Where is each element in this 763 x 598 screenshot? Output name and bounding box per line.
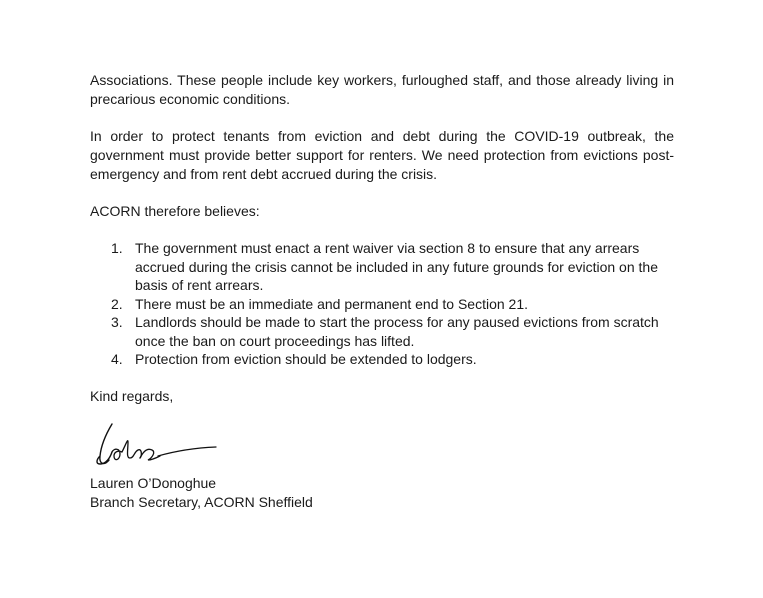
list-text: The government must enact a rent waiver via section 8 to ensure that any arrears accrued during the crisis cannot be included in any future grounds for eviction on the basis of rent arrears.: [135, 240, 658, 293]
paragraph-spacer: [90, 221, 674, 239]
list-text: There must be an immediate and permanent end to Section 21.: [135, 295, 529, 312]
paragraph-associations: Associations. These people include key workers, furloughed staff, and those already living in precarious economic conditions.: [90, 72, 674, 107]
paragraph-spacer: [90, 109, 674, 127]
handwritten-signature: [92, 420, 232, 470]
list-number: 1.: [111, 240, 123, 256]
letter-body: [90, 71, 674, 512]
signer-title: Branch Secretary, ACORN Sheffield: [90, 493, 313, 510]
list-item: [90, 295, 674, 314]
paragraph-protect-tenants: In order to protect tenants from eviction and debt during the COVID-19 outbreak, the government must provide better support for renters. We need protection from evictions post-emergency and from rent debt accrued during the crisis.: [90, 128, 674, 182]
paragraph-believes: ACORN therefore believes:: [90, 203, 260, 219]
demands-list: [90, 239, 674, 369]
list-item: [90, 313, 674, 350]
list-text: Protection from eviction should be extended to lodgers.: [135, 351, 477, 367]
list-number: 3.: [111, 314, 123, 330]
list-number: 4.: [111, 351, 123, 367]
signer-name: Lauren O’Donoghue: [90, 474, 217, 491]
paragraph-spacer: [90, 369, 674, 387]
list-number: 2.: [111, 295, 123, 312]
signature-image: [92, 420, 232, 470]
list-item: [90, 350, 674, 369]
list-text: Landlords should be made to start the process for any paused evictions from scratch once the ban on court proceedings has lifted.: [135, 314, 659, 349]
list-item: [90, 239, 674, 295]
paragraph-spacer: [90, 184, 674, 202]
closing-salutation: Kind regards,: [90, 387, 174, 404]
